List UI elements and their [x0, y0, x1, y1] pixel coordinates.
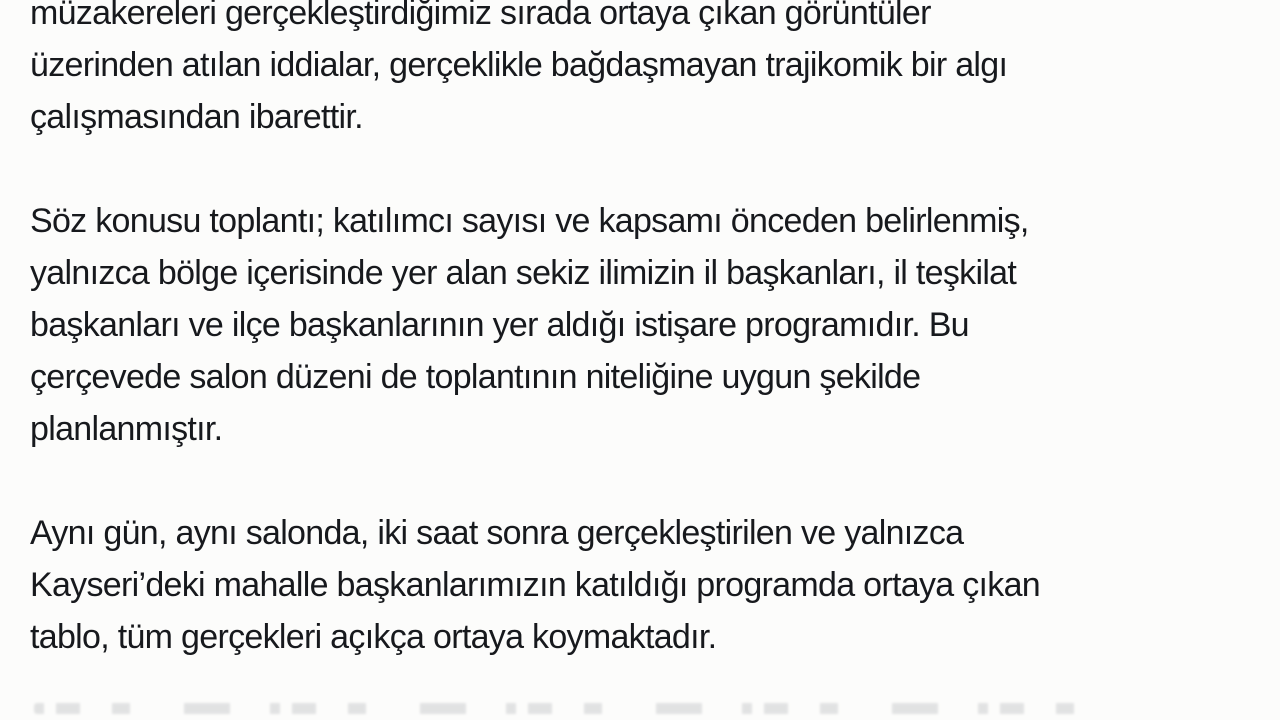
text-line: çalışmasından ibarettir. [30, 98, 363, 136]
paragraph-1 [30, 0, 1040, 143]
text-line: üzerinden atılan iddialar, gerçeklikle bağdaşmayan trajikomik bir algı [30, 46, 1008, 84]
text-line: Söz konusu toplantı; katılımcı sayısı ve kapsamı önceden belirlenmiş, [30, 202, 1029, 240]
text-line: çerçevede salon düzeni de toplantının niteliğine uygun şekilde [30, 358, 921, 396]
text-line: yalnızca bölge içerisinde yer alan sekiz ilimizin il başkanları, il teşkilat [30, 254, 1017, 292]
text-line: tablo, tüm gerçekleri açıkça ortaya koymaktadır. [30, 618, 717, 656]
paragraph-3 [30, 507, 1040, 663]
text-line: müzakereleri gerçekleştirdiğimiz sırada ortaya çıkan görüntüler [30, 0, 931, 32]
post-text-block [30, 0, 1040, 663]
text-line: Kayseri’deki mahalle başkanlarımızın katıldığı programda ortaya çıkan [30, 566, 1040, 604]
text-line: planlanmıştır. [30, 410, 223, 448]
text-line: Aynı gün, aynı salonda, iki saat sonra gerçekleştirilen ve yalnızca [30, 514, 964, 552]
paragraph-2 [30, 195, 1040, 455]
clipped-next-line-artifact [34, 703, 1124, 714]
text-line: başkanları ve ilçe başkanlarının yer aldığı istişare programıdır. Bu [30, 306, 969, 344]
